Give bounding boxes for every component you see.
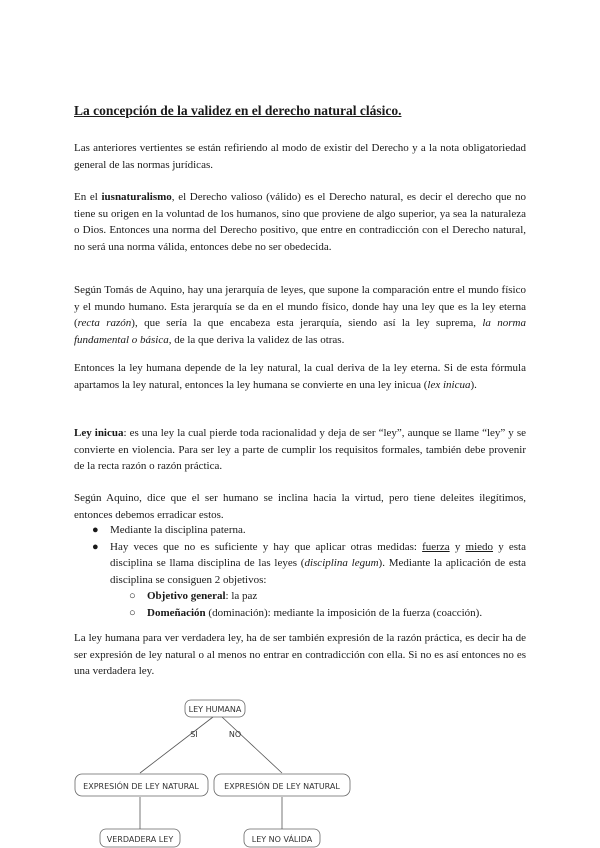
node-label: LEY HUMANA (188, 705, 242, 714)
node-expresion-left (75, 774, 208, 796)
text: ). (470, 378, 477, 391)
node-label: LEY NO VÁLIDA (251, 835, 313, 844)
term-domenacion: Domeñación (147, 606, 206, 619)
node-expresion-right (214, 774, 350, 796)
concept-diagram (0, 690, 600, 848)
text: , el Derecho valioso (válido) es el Derecho natural, es decir el derecho que no tiene su origen en la voluntad de los humanos, sino que proviene de algo superior, ya sea la naturaleza o Dios. Entonces una norma del Derecho positivo, que entre en contradicción con el Derecho natural, no será una norma válida, entonces debe no ser obedecida. (74, 191, 526, 253)
node-verdadera-ley (100, 829, 180, 847)
text: Mediante la disciplina paterna. (110, 524, 246, 536)
text: ), que sería la que encabeza esta jerarquía, siendo así la ley suprema, (131, 317, 483, 329)
sub-list-item (92, 605, 526, 622)
bullet-list (92, 522, 526, 621)
edge-no-line (222, 717, 282, 773)
edge-label-no: NO (228, 730, 242, 739)
text: En el (74, 191, 102, 203)
list-item (92, 539, 526, 589)
italic-lex-inicua: lex inicua (427, 378, 471, 391)
text: : es una ley la cual pierde toda racionalidad y deja de ser “ley”, aunque se llame “ley” y se convierte en violencia. Para ser ley a parte de cumplir los requisitos formales, también debe provenir de la recta razón o razón práctica. (74, 427, 527, 472)
text: (dominación): mediante la imposición de la fuerza (coacción). (205, 606, 483, 619)
italic-recta-razon: recta razón (77, 317, 132, 329)
paragraph-iusnaturalismo (74, 189, 526, 255)
list-item (92, 522, 526, 539)
text: ). Mediante la aplicación de esta disciplina se consiguen 2 objetivos: (110, 557, 526, 586)
term-objetivo-general: Objetivo general (147, 590, 226, 602)
node-ley-no-valida (244, 829, 320, 847)
italic-disciplina-legum: disciplina legum (304, 557, 379, 569)
bullet-icon: ● (92, 540, 99, 553)
italic-norma-fundamental: la norma fundamental o básica (74, 317, 526, 346)
node-ley-humana (185, 700, 245, 717)
paragraph-ley-inicua (74, 425, 526, 475)
text: , de la que deriva la validez de las otras. (168, 333, 345, 346)
circle-bullet-icon: ○ (129, 606, 136, 619)
node-label: EXPRESIÓN DE LEY NATURAL (224, 782, 340, 791)
term-iusnaturalismo: iusnaturalismo (101, 191, 172, 203)
term-ley-inicua: Ley inicua (74, 427, 124, 439)
text: y esta disciplina se llama disciplina de las leyes ( (110, 540, 526, 569)
edge-yes-line (140, 717, 213, 773)
text: Hay veces que no es suficiente y hay que aplicar otras medidas: (110, 540, 423, 553)
text: : la paz (225, 590, 258, 602)
sub-list-item (92, 588, 526, 605)
text: y (449, 540, 466, 553)
underline-miedo: miedo (465, 540, 494, 553)
text: Según Tomás de Aquino, hay una jerarquía de leyes, que supone la comparación entre el mundo físico y el mundo humano. Esta jerarquía se da en el mundo físico, donde hay una ley que es la ley eterna ( (74, 284, 526, 329)
node-label: EXPRESIÓN DE LEY NATURAL (83, 782, 199, 791)
paragraph-intro: Las anteriores vertientes se están refiriendo al modo de existir del Derecho y a la nota obligatoriedad general de las normas jurídicas. (74, 142, 526, 171)
text: Entonces la ley humana depende de la ley natural, la cual deriva de la ley eterna. Si de esta fórmula apartamos la ley natural, entonces la ley humana se convierte en una ley inicua ( (74, 362, 526, 391)
page-title: La concepción de la validez en el derecho natural clásico. (74, 103, 402, 118)
circle-bullet-icon: ○ (129, 590, 136, 602)
bullet-icon: ● (92, 524, 99, 536)
paragraph-aquino-virtud: Según Aquino, dice que el ser humano se inclina hacia la virtud, pero tiene deleites ilegítimos, entonces debemos erradicar estos. (74, 492, 526, 521)
paragraph-aquino-hierarchy (74, 282, 526, 348)
paragraph-conclusion: La ley humana para ver verdadera ley, ha de ser también expresión de la razón práctica, es decir ha de ser expresión de ley natural o al menos no entrar en contradicción con ella. Si no es así entonces no es una verdadera ley. (74, 632, 526, 677)
node-label: VERDADERA LEY (106, 835, 174, 844)
edge-label-yes: SÍ (190, 730, 198, 739)
underline-fuerza: fuerza (422, 540, 450, 553)
paragraph-ley-humana (74, 360, 526, 393)
